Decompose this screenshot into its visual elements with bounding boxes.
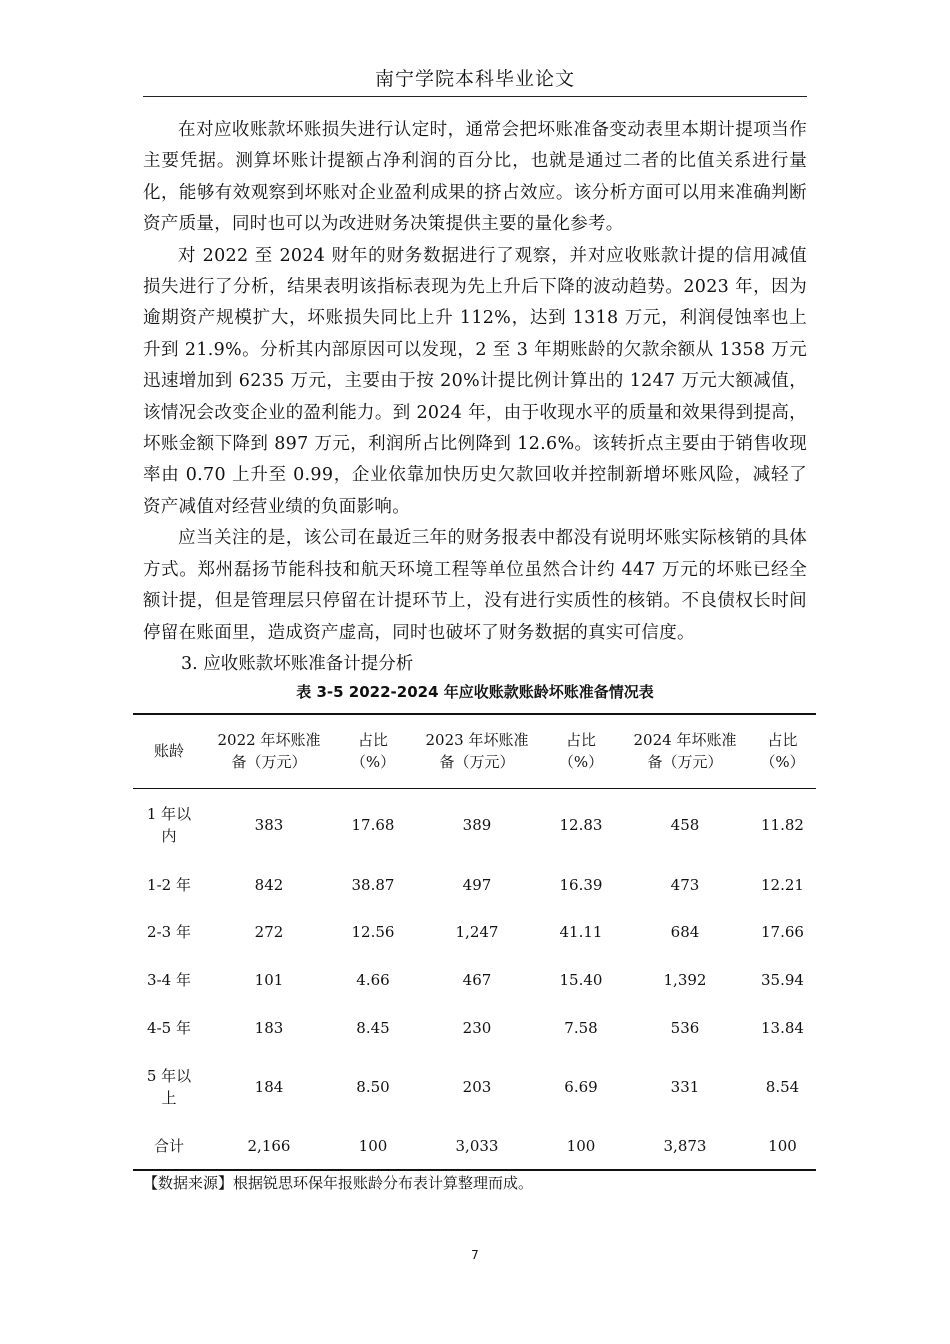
row-label <box>133 1004 205 1052</box>
table-cell: 331 <box>670 1078 700 1096</box>
column-header-text: 2022 年坏账准 <box>217 731 321 750</box>
table-cell: 184 <box>254 1078 284 1096</box>
table-cell: 3,033 <box>455 1136 499 1155</box>
page-number: 7 <box>471 1248 479 1262</box>
row-label <box>133 788 205 862</box>
table-cell: 467 <box>462 971 492 989</box>
table-cell: 12.21 <box>761 876 804 894</box>
table-cell: 3,873 <box>663 1136 707 1155</box>
row-label-text: 内 <box>161 827 177 846</box>
row-label-text: 3-4 年 <box>147 971 191 989</box>
table-cell: 17.66 <box>761 923 804 941</box>
row-label <box>133 956 205 1004</box>
table-cell: 11.82 <box>761 816 804 835</box>
table-row <box>133 862 816 908</box>
table-cell: 8.54 <box>765 1078 800 1096</box>
table-cell: 41.11 <box>559 923 603 941</box>
table-caption: 表 3-5 2022-2024 年应收账款账龄坏账准备情况表 <box>296 683 654 702</box>
paragraph: 对 2022 至 2024 财年的财务数据进行了观察，并对应收账款计提的信用减值损失进行了分析，结果表明该指标表现为先上升后下降的波动趋势。2023 年，因为逾期资产规模扩大，坏账损失同比上升 112%，达到 1318 万元，利润侵蚀率也上升到 21.9%。分析其内部原因可以发现，2 至 3 年期账龄的欠款余额从 1358 万元迅速增加到 6235 万元，主要由于按 20%计提比例计算出的 1247 万元大额减值，该情况会改变企业的盈利能力。到 2024 年，由于收现水平的质量和效果得到提高，坏账金额下降到 897 万元，利润所占比例降到 12.6%。该转折点主要由于销售收现率由 0.70 上升至 0.99，企业依靠加快历史欠款回收并控制新增坏账风险，减轻了资产减值对经营业绩的负面影响。 <box>143 245 807 517</box>
column-header <box>333 714 413 788</box>
column-header-text: 备（万元） <box>439 753 515 772</box>
column-header <box>621 714 749 788</box>
column-header-text: 占比 <box>357 731 388 750</box>
table-cell: 203 <box>462 1078 492 1096</box>
row-label-text: 上 <box>161 1089 177 1107</box>
table-cell: 12.83 <box>559 816 603 835</box>
table-cell: 38.87 <box>351 876 395 894</box>
column-header <box>749 714 816 788</box>
table-cell: 183 <box>254 1019 284 1037</box>
column-header-text: 备（万元） <box>231 753 307 772</box>
table-header-row <box>133 714 816 788</box>
table-cell: 8.50 <box>356 1078 390 1096</box>
column-header-text: （%） <box>760 753 805 772</box>
column-header <box>205 714 333 788</box>
table-cell: 473 <box>670 876 700 894</box>
column-header-text: 2023 年坏账准 <box>425 731 529 750</box>
data-source-note: 【数据来源】根据锐思环保年报账龄分布表计算整理而成。 <box>143 1174 534 1192</box>
row-label-text: 5 年以 <box>146 1067 192 1085</box>
table-row <box>133 908 816 956</box>
column-header-text: 2024 年坏账准 <box>633 731 737 750</box>
running-header: 南宁学院本科毕业论文 <box>374 68 575 90</box>
table-cell: 4.66 <box>356 971 390 989</box>
section-heading: 3. 应收账款坏账准备计提分析 <box>181 653 414 674</box>
column-header <box>133 714 205 788</box>
header-rule <box>143 96 807 97</box>
aging-table <box>133 713 816 1171</box>
table-cell: 15.40 <box>559 971 603 989</box>
column-header-text: 备（万元） <box>647 753 723 772</box>
row-label <box>133 1122 205 1170</box>
table-row <box>133 1004 816 1052</box>
table-body <box>133 788 816 1170</box>
row-label-text: 4-5 年 <box>147 1019 191 1037</box>
row-label <box>133 1052 205 1122</box>
table-cell: 101 <box>254 971 284 989</box>
table-cell: 842 <box>254 876 284 894</box>
table-cell: 12.56 <box>351 923 395 941</box>
table-cell: 1,392 <box>663 971 707 989</box>
row-label-text: 1-2 年 <box>147 876 191 894</box>
table-cell: 35.94 <box>761 971 804 989</box>
table-cell: 17.68 <box>351 816 395 835</box>
table-cell: 13.84 <box>761 1019 804 1037</box>
column-header <box>413 714 541 788</box>
table-cell: 536 <box>670 1019 700 1037</box>
column-header-text: （%） <box>558 753 604 772</box>
table-cell: 272 <box>254 923 284 941</box>
row-label <box>133 908 205 956</box>
table-cell: 16.39 <box>559 876 603 894</box>
table-cell: 8.45 <box>356 1019 390 1037</box>
paragraph: 在对应收账款坏账损失进行认定时，通常会把坏账准备变动表里本期计提项当作主要凭据。测算坏账计提额占净利润的百分比，也就是通过二者的比值关系进行量化，能够有效观察到坏账对企业盈利成果的挤占效应。该分析方面可以用来准确判断资产质量，同时也可以为改进财务决策提供主要的量化参考。 <box>143 120 807 235</box>
table-row <box>133 788 816 862</box>
table-cell: 458 <box>670 816 700 835</box>
table-cell: 7.58 <box>564 1019 598 1037</box>
table-cell: 2,166 <box>247 1136 291 1155</box>
table-cell: 230 <box>462 1019 492 1037</box>
row-label-text: 1 年以 <box>146 805 192 824</box>
table-cell: 383 <box>254 816 284 835</box>
table-cell: 389 <box>462 816 492 835</box>
row-label <box>133 862 205 908</box>
column-header-text: 占比 <box>767 731 798 750</box>
row-label-text: 2-3 年 <box>147 923 191 941</box>
table-cell: 684 <box>670 923 700 941</box>
table-cell: 100 <box>358 1136 388 1155</box>
table-row <box>133 956 816 1004</box>
table-cell: 100 <box>566 1136 596 1155</box>
paragraph: 应当关注的是，该公司在最近三年的财务报表中都没有说明坏账实际核销的具体方式。郑州磊扬节能科技和航天环境工程等单位虽然合计约 447 万元的坏账已经全额计提，但是管理层只停留在计提环节上，没有进行实质性的核销。不良债权长时间停留在账面里，造成资产虚高，同时也破坏了财务数据的真实可信度。 <box>143 528 807 643</box>
table-cell: 497 <box>462 876 492 894</box>
table-cell: 1,247 <box>455 923 499 941</box>
body-text <box>143 115 807 704</box>
table-row <box>133 1052 816 1122</box>
table-cell: 6.69 <box>564 1078 598 1096</box>
table-cell: 100 <box>768 1136 797 1155</box>
table-row <box>133 1122 816 1170</box>
column-header-text: （%） <box>350 753 396 772</box>
column-header-text: 占比 <box>565 731 596 750</box>
column-header-text: 账龄 <box>153 742 184 761</box>
column-header <box>541 714 621 788</box>
row-label-text: 合计 <box>153 1136 184 1155</box>
